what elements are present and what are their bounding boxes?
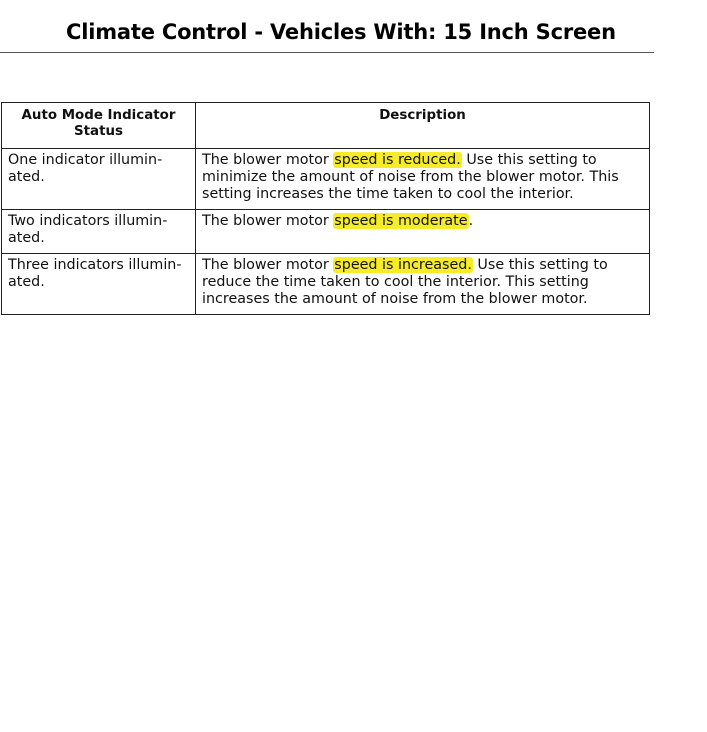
table-row bbox=[2, 149, 650, 210]
table-row bbox=[2, 210, 650, 254]
highlighted-text: speed is moderate bbox=[334, 213, 468, 229]
column-header-status: Auto Mode Indicator Status bbox=[2, 103, 196, 149]
description-text: The blower motor bbox=[202, 257, 334, 273]
indicator-table bbox=[1, 102, 650, 315]
title-divider bbox=[0, 52, 654, 53]
description-text: Use this setting to minimize the amount of noise from the blower motor. This setting increases the time taken to cool the interior. bbox=[202, 152, 619, 202]
description-text: The blower motor bbox=[202, 213, 334, 229]
table-row bbox=[2, 254, 650, 315]
status-cell: One indicator illumin-ated. bbox=[2, 149, 196, 210]
column-header-description: Description bbox=[196, 103, 650, 149]
description-cell bbox=[196, 149, 650, 210]
page-title: Climate Control - Vehicles With: 15 Inch Screen bbox=[66, 20, 616, 44]
description-cell bbox=[196, 210, 650, 254]
description-cell bbox=[196, 254, 650, 315]
highlighted-text: speed is increased. bbox=[334, 257, 472, 273]
description-text: . bbox=[468, 213, 474, 229]
table-header-row bbox=[2, 103, 650, 149]
description-text: Use this setting to reduce the time taken to cool the interior. This setting increases the amount of noise from the blower motor. bbox=[202, 257, 608, 307]
status-cell: Three indicators illumin-ated. bbox=[2, 254, 196, 315]
highlighted-text: speed is reduced. bbox=[334, 152, 461, 168]
status-cell: Two indicators illumin-ated. bbox=[2, 210, 196, 254]
description-text: The blower motor bbox=[202, 152, 334, 168]
